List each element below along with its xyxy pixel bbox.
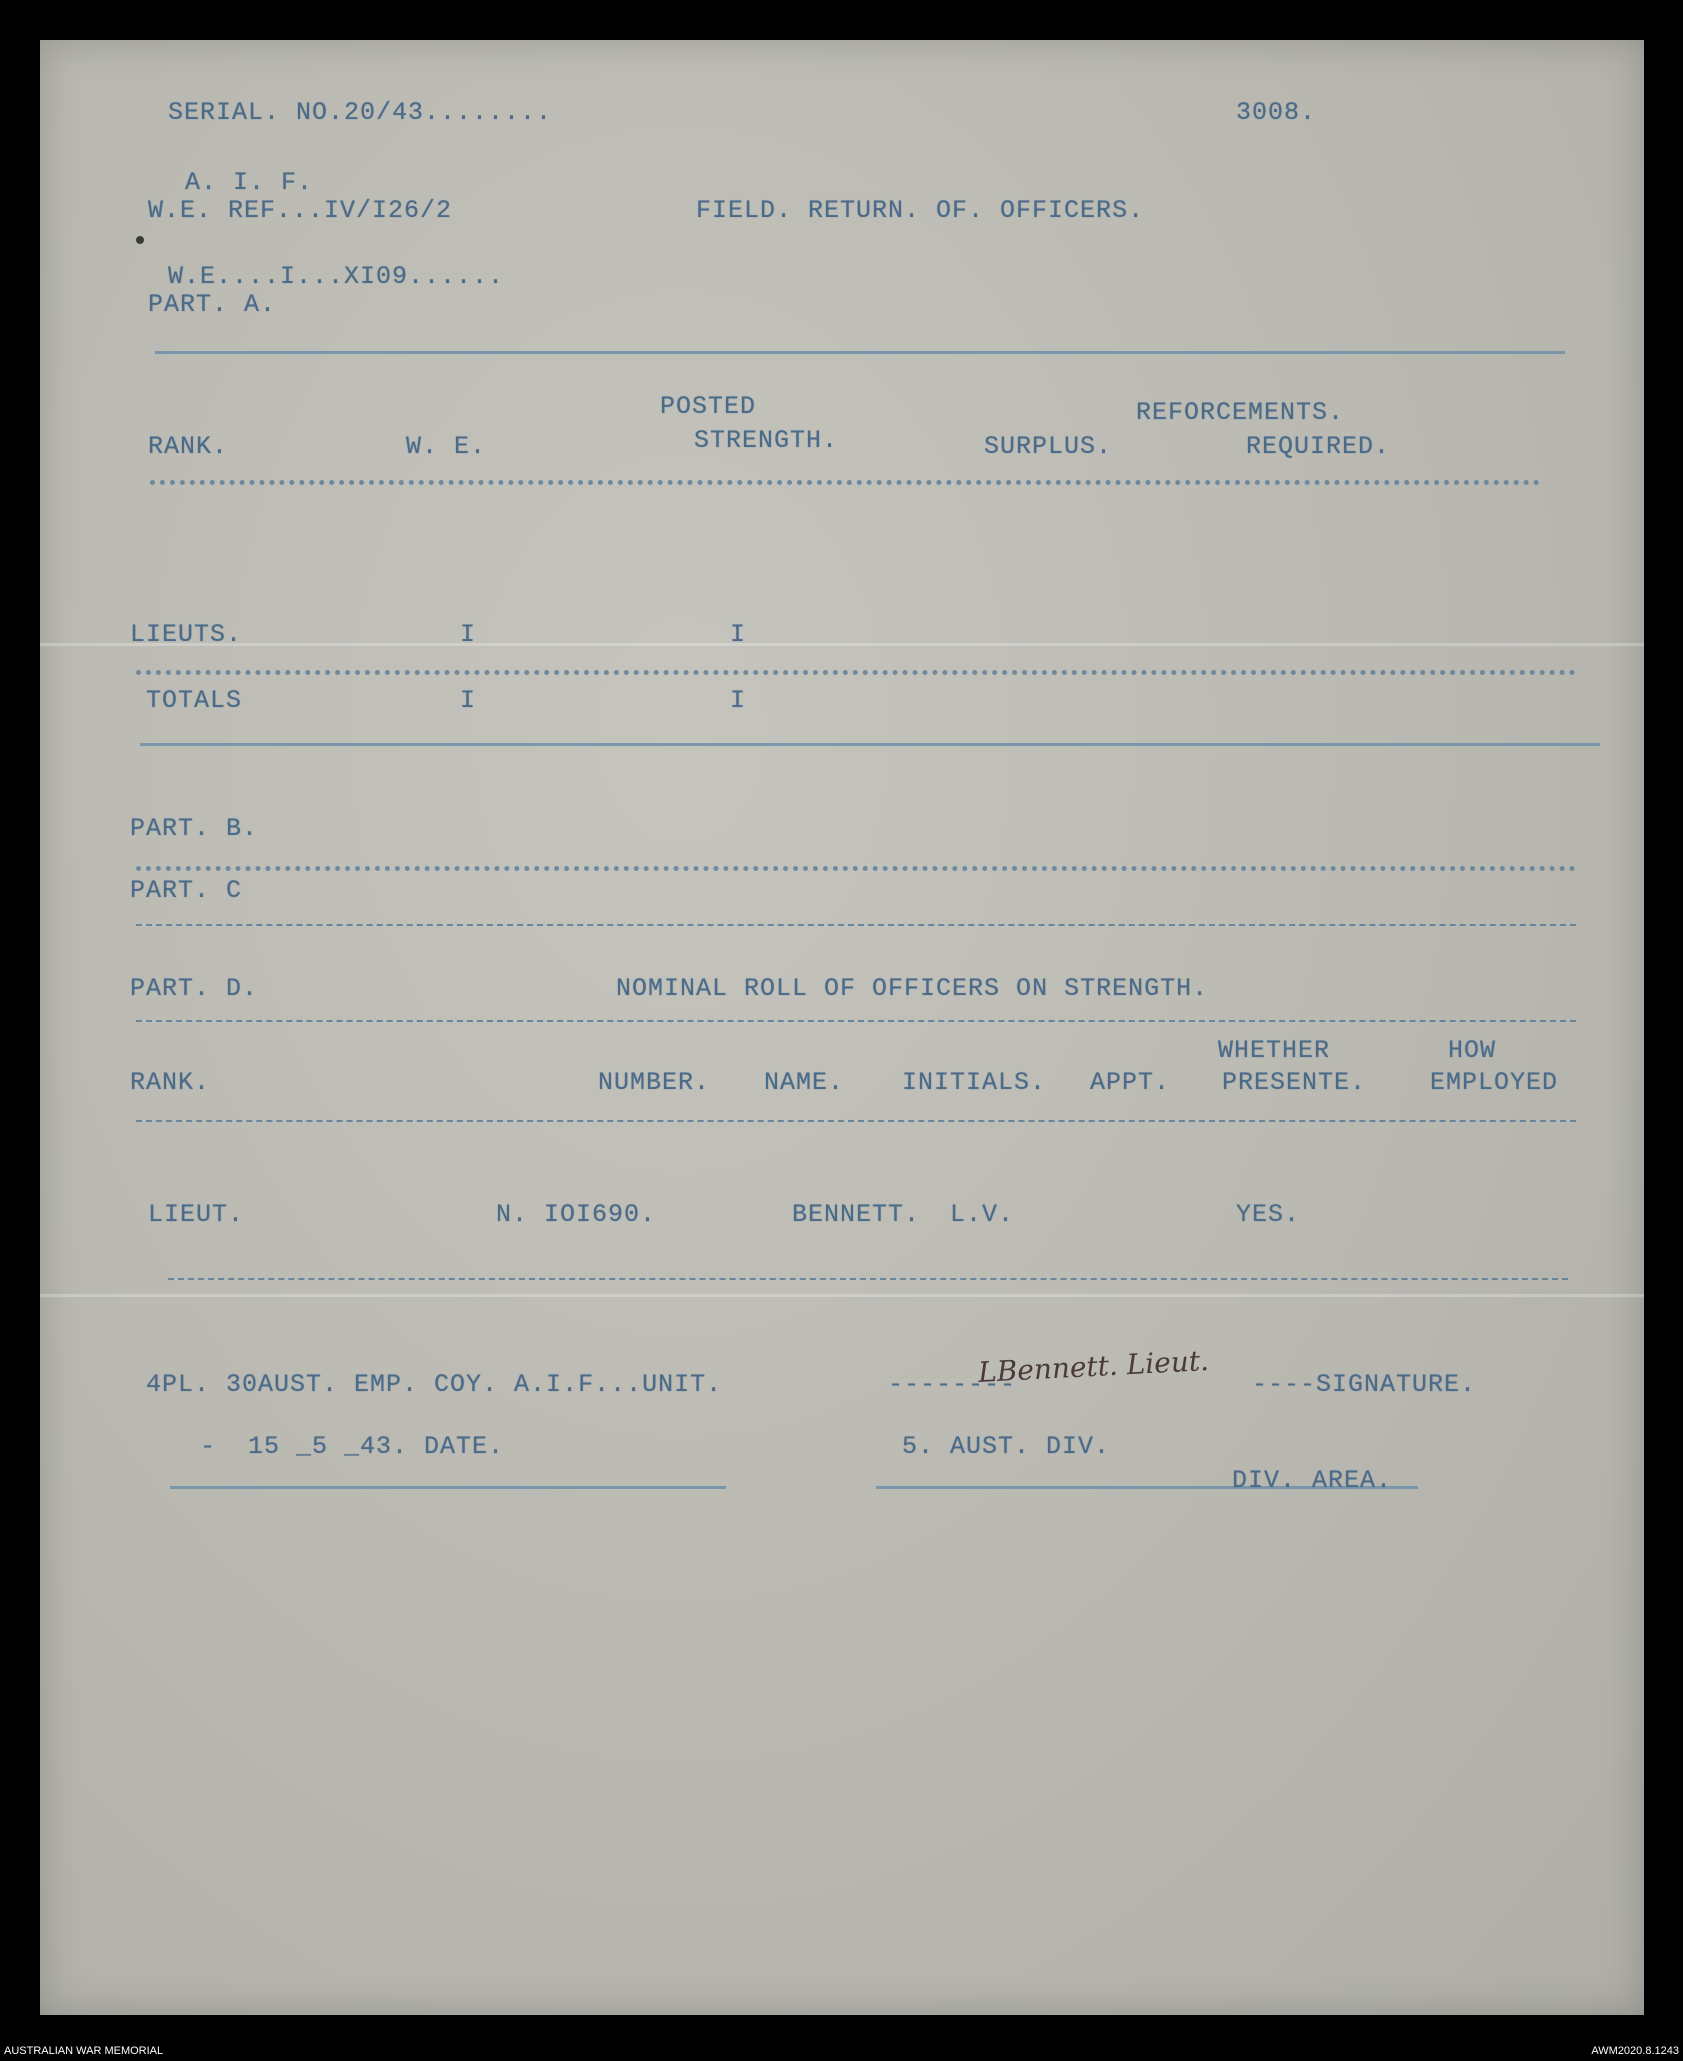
row-lieuts-label: LIEUTS. — [130, 620, 243, 649]
document-number: 3008. — [1236, 98, 1317, 127]
row-lieuts-we: I — [460, 620, 477, 649]
how-header: HOW — [1448, 1036, 1497, 1065]
officer-name: BENNETT. — [792, 1200, 921, 1229]
we-line: W.E....I...XI09...... — [168, 262, 505, 291]
totals-we: I — [460, 686, 477, 715]
part-a-rule — [140, 743, 1600, 746]
signature-dashes: -------- — [888, 1370, 1017, 1399]
appt-header: APPT. — [1090, 1068, 1171, 1097]
signature-label: ----SIGNATURE. — [1252, 1370, 1477, 1399]
required-header: REQUIRED. — [1246, 432, 1391, 461]
dotted-separator — [136, 866, 1576, 871]
present-header: PRESENTE. — [1222, 1068, 1367, 1097]
we-header: W. E. — [406, 432, 487, 461]
aif-label: A. I. F. — [185, 168, 314, 197]
date-line: - 15 _5 _43. DATE. — [200, 1432, 505, 1461]
surplus-header: SURPLUS. — [984, 432, 1113, 461]
dotted-separator — [136, 670, 1576, 675]
dashed-separator — [136, 1120, 1576, 1122]
handwritten-signature: LBennett. Lieut. — [977, 1343, 1210, 1390]
officer-present: YES. — [1236, 1200, 1301, 1229]
part-b-label: PART. B. — [130, 814, 259, 843]
part-a-label: PART. A. — [148, 290, 277, 319]
dashed-separator — [136, 1020, 1576, 1022]
serial-number: SERIAL. NO.20/43........ — [168, 98, 553, 127]
rank-header-d: RANK. — [130, 1068, 211, 1097]
archive-credit: AUSTRALIAN WAR MEMORIAL — [4, 2045, 164, 2057]
totals-label: TOTALS — [146, 686, 243, 715]
initials-header: INITIALS. — [902, 1068, 1047, 1097]
fold-line — [40, 643, 1644, 647]
punch-hole — [136, 236, 144, 244]
document-page — [40, 40, 1644, 2015]
number-header: NUMBER. — [598, 1068, 711, 1097]
officer-number: N. IOI690. — [496, 1200, 657, 1229]
unit-line: 4PL. 30AUST. EMP. COY. A.I.F...UNIT. — [146, 1370, 723, 1399]
totals-posted: I — [730, 686, 747, 715]
officer-rank: LIEUT. — [148, 1200, 245, 1229]
dashed-separator — [168, 1278, 1568, 1280]
date-underline — [170, 1486, 726, 1489]
rank-header: RANK. — [148, 432, 229, 461]
employed-header: EMPLOYED — [1430, 1068, 1559, 1097]
part-c-label: PART. C — [130, 876, 243, 905]
part-d-label: PART. D. — [130, 974, 259, 1003]
whether-header: WHETHER — [1218, 1036, 1331, 1065]
archive-reference: AWM2020.8.1243 — [1591, 2045, 1679, 2057]
nominal-roll-title: NOMINAL ROLL OF OFFICERS ON STRENGTH. — [616, 974, 1209, 1003]
strength-header: STRENGTH. — [694, 426, 839, 455]
division: 5. AUST. DIV. — [902, 1432, 1111, 1461]
document-title: FIELD. RETURN. OF. OFFICERS. — [696, 196, 1145, 225]
division-area: DIV. AREA. — [1232, 1466, 1393, 1495]
dotted-separator — [150, 480, 1540, 485]
dashed-separator — [136, 924, 1576, 926]
we-ref: W.E. REF...IV/I26/2 — [148, 196, 453, 225]
officer-initials: L.V. — [950, 1200, 1015, 1229]
posted-header: POSTED — [660, 392, 757, 421]
fold-line — [40, 1294, 1644, 1298]
row-lieuts-posted: I — [730, 620, 747, 649]
reinforcements-header: REFORCEMENTS. — [1136, 398, 1345, 427]
name-header: NAME. — [764, 1068, 845, 1097]
header-rule — [155, 351, 1565, 354]
